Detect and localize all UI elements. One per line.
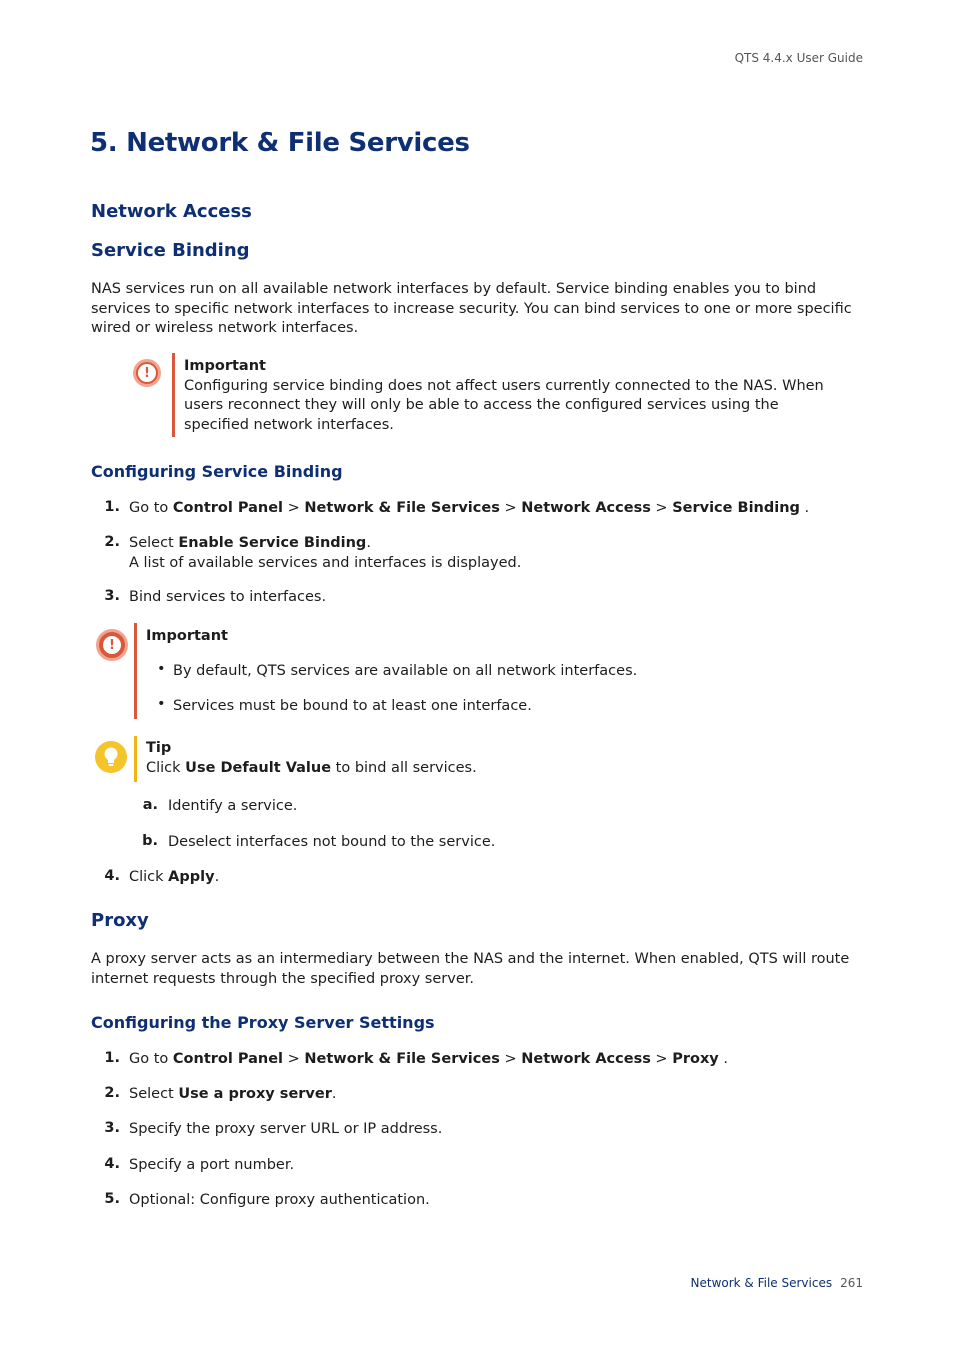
- step-number: 4.: [104, 868, 120, 884]
- heading-network-access: Network Access: [91, 201, 252, 222]
- page-number: 261: [840, 1276, 863, 1290]
- substep-letter: b.: [142, 833, 158, 849]
- important-icon: [96, 629, 128, 661]
- tip-callout: [146, 739, 477, 778]
- step-text: Optional: Configure proxy authentication.: [129, 1192, 430, 1208]
- substep-text: Identify a service.: [168, 798, 298, 814]
- step-number: 3.: [104, 1120, 120, 1136]
- step-text: Go to Control Panel > Network & File Services > Network Access > Proxy .: [129, 1051, 728, 1067]
- tip-callout-bar: [134, 736, 137, 782]
- page-footer: [691, 1276, 864, 1290]
- lightbulb-icon: [95, 741, 127, 773]
- step-number: 5.: [104, 1191, 120, 1207]
- important-title: Important: [184, 358, 266, 374]
- step-number: 4.: [104, 1156, 120, 1172]
- step-number: 3.: [104, 588, 120, 604]
- heading-proxy: Proxy: [91, 910, 149, 931]
- step-number: 1.: [104, 1050, 120, 1066]
- step-text: Specify the proxy server URL or IP address.: [129, 1121, 443, 1137]
- important-callout-bar: [172, 353, 175, 437]
- proxy-intro: A proxy server acts as an intermediary between the NAS and the internet. When enabled, QTS will route internet requests through the specified proxy server.: [91, 951, 850, 987]
- bullet-text: By default, QTS services are available on all network interfaces.: [173, 663, 638, 679]
- footer-section: Network & File Services: [690, 1276, 833, 1290]
- important-callout-bar: [134, 623, 137, 719]
- tip-text: Click Use Default Value to bind all services.: [146, 759, 477, 776]
- substep-letter: a.: [142, 797, 158, 813]
- heading-configuring-service-binding: Configuring Service Binding: [91, 462, 343, 481]
- step-number: 2.: [104, 1085, 120, 1101]
- step-number: 2.: [104, 534, 120, 550]
- tip-title: Tip: [146, 740, 172, 756]
- chapter-title: 5. Network & File Services: [90, 128, 470, 158]
- important-text: Configuring service binding does not affect users currently connected to the NAS. When users reconnect they will only be able to access the configured services using the specified network interfaces.: [184, 377, 824, 433]
- tip-icon: [95, 741, 127, 773]
- important-icon: [133, 359, 161, 387]
- exclamation-circle-icon: !: [133, 359, 161, 387]
- important-callout: [184, 357, 834, 435]
- step-number: 1.: [104, 499, 120, 515]
- bullet: •: [157, 696, 166, 712]
- step-text: Go to Control Panel > Network & File Services > Network Access > Service Binding .: [129, 500, 810, 516]
- step-text: Select Use a proxy server.: [129, 1086, 337, 1102]
- bullet: •: [157, 661, 166, 677]
- bullet-text: Services must be bound to at least one interface.: [173, 698, 532, 714]
- running-header: QTS 4.4.x User Guide: [734, 51, 863, 65]
- important-title: Important: [146, 628, 228, 644]
- substep-text: Deselect interfaces not bound to the service.: [168, 834, 496, 850]
- step-text: Specify a port number.: [129, 1157, 295, 1173]
- step-text: Select Enable Service Binding. A list of available services and interfaces is displayed.: [129, 535, 522, 571]
- heading-service-binding: Service Binding: [91, 240, 250, 261]
- heading-configuring-proxy: Configuring the Proxy Server Settings: [91, 1013, 435, 1032]
- step-text: Bind services to interfaces.: [129, 589, 327, 605]
- service-binding-intro: NAS services run on all available network interfaces by default. Service binding enables you to bind services to specific network interfaces to increase security. You can bind services to one or more specific wired or wireless network interfaces.: [91, 281, 852, 336]
- exclamation-circle-icon: !: [96, 629, 128, 661]
- step-text: Click Apply.: [129, 869, 220, 885]
